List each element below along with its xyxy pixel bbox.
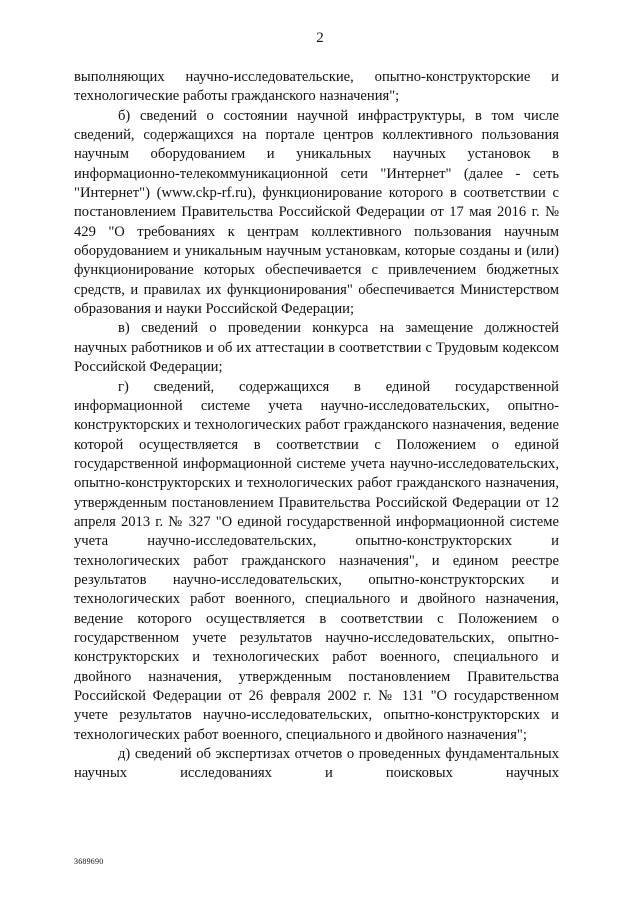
- paragraph-item-d: д) сведений об экспертизах отчетов о проведенных фундаментальных научных исследованиях и поисковых научных: [74, 746, 559, 782]
- paragraph-item-g: г) сведений, содержащихся в единой государственной информационной системе учета научно-исследовательских, опытно-конструкторских и технологических работ гражданского назначения, ведение которой осуществляется в соответствии с Положением о единой государственной информационной системе учета научно-исследовательских, опытно-конструкторских и технологических работ гражданского назначения, утвержденным постановлением Правительства Российской Федерации от 12 апреля 2013 г. № 327 "О единой государственной информационной системе учета научно-исследовательских, опытно-конструкторских и технологических работ гражданского назначения", и едином реестре результатов научно-исследовательских, опытно-конструкторских и технологических работ военного, специального и двойного назначения, ведение которого осуществляется в соответствии с Положением о государственном учете результатов научно-исследовательских, опытно-конструкторских и технологических работ военного, специального и двойного назначения, утвержденным постановлением Правительства Российской Федерации от 26 февраля 2002 г. № 131 "О государственном учете результатов научно-исследовательских, опытно-конструкторских и технологических работ военного, специального и двойного назначения";: [74, 378, 559, 743]
- paragraph-item-v: в) сведений о проведении конкурса на замещение должностей научных работников и об их аттестации в соответствии с Трудовым кодексом Российской Федерации;: [74, 320, 559, 376]
- paragraph-item-b: б) сведений о состоянии научной инфраструктуры, в том числе сведений, содержащихся на портале центров коллективного пользования научным оборудованием и уникальных научных установок в информационно-телекоммуникационной сети "Интернет" (далее - сеть "Интернет") (www.ckp-rf.ru), функционирование которого в соответствии с постановлением Правительства Российской Федерации от 17 мая 2016 г. № 429 "О требованиях к центрам коллективного пользования научным оборудованием и уникальным научным установкам, которые созданы и (или) функционирование которых обеспечивается с привлечением бюджетных средств, и правилах их функционирования" обеспечивается Министерством образования и науки Российской Федерации;: [74, 107, 559, 318]
- paragraph-continuation: выполняющих научно-исследовательские, опытно-конструкторские и технологические работы гражданского назначения";: [74, 69, 559, 105]
- document-body: [74, 68, 559, 784]
- document-footer-code: 3689690: [74, 857, 104, 866]
- page-number: 2: [316, 30, 324, 46]
